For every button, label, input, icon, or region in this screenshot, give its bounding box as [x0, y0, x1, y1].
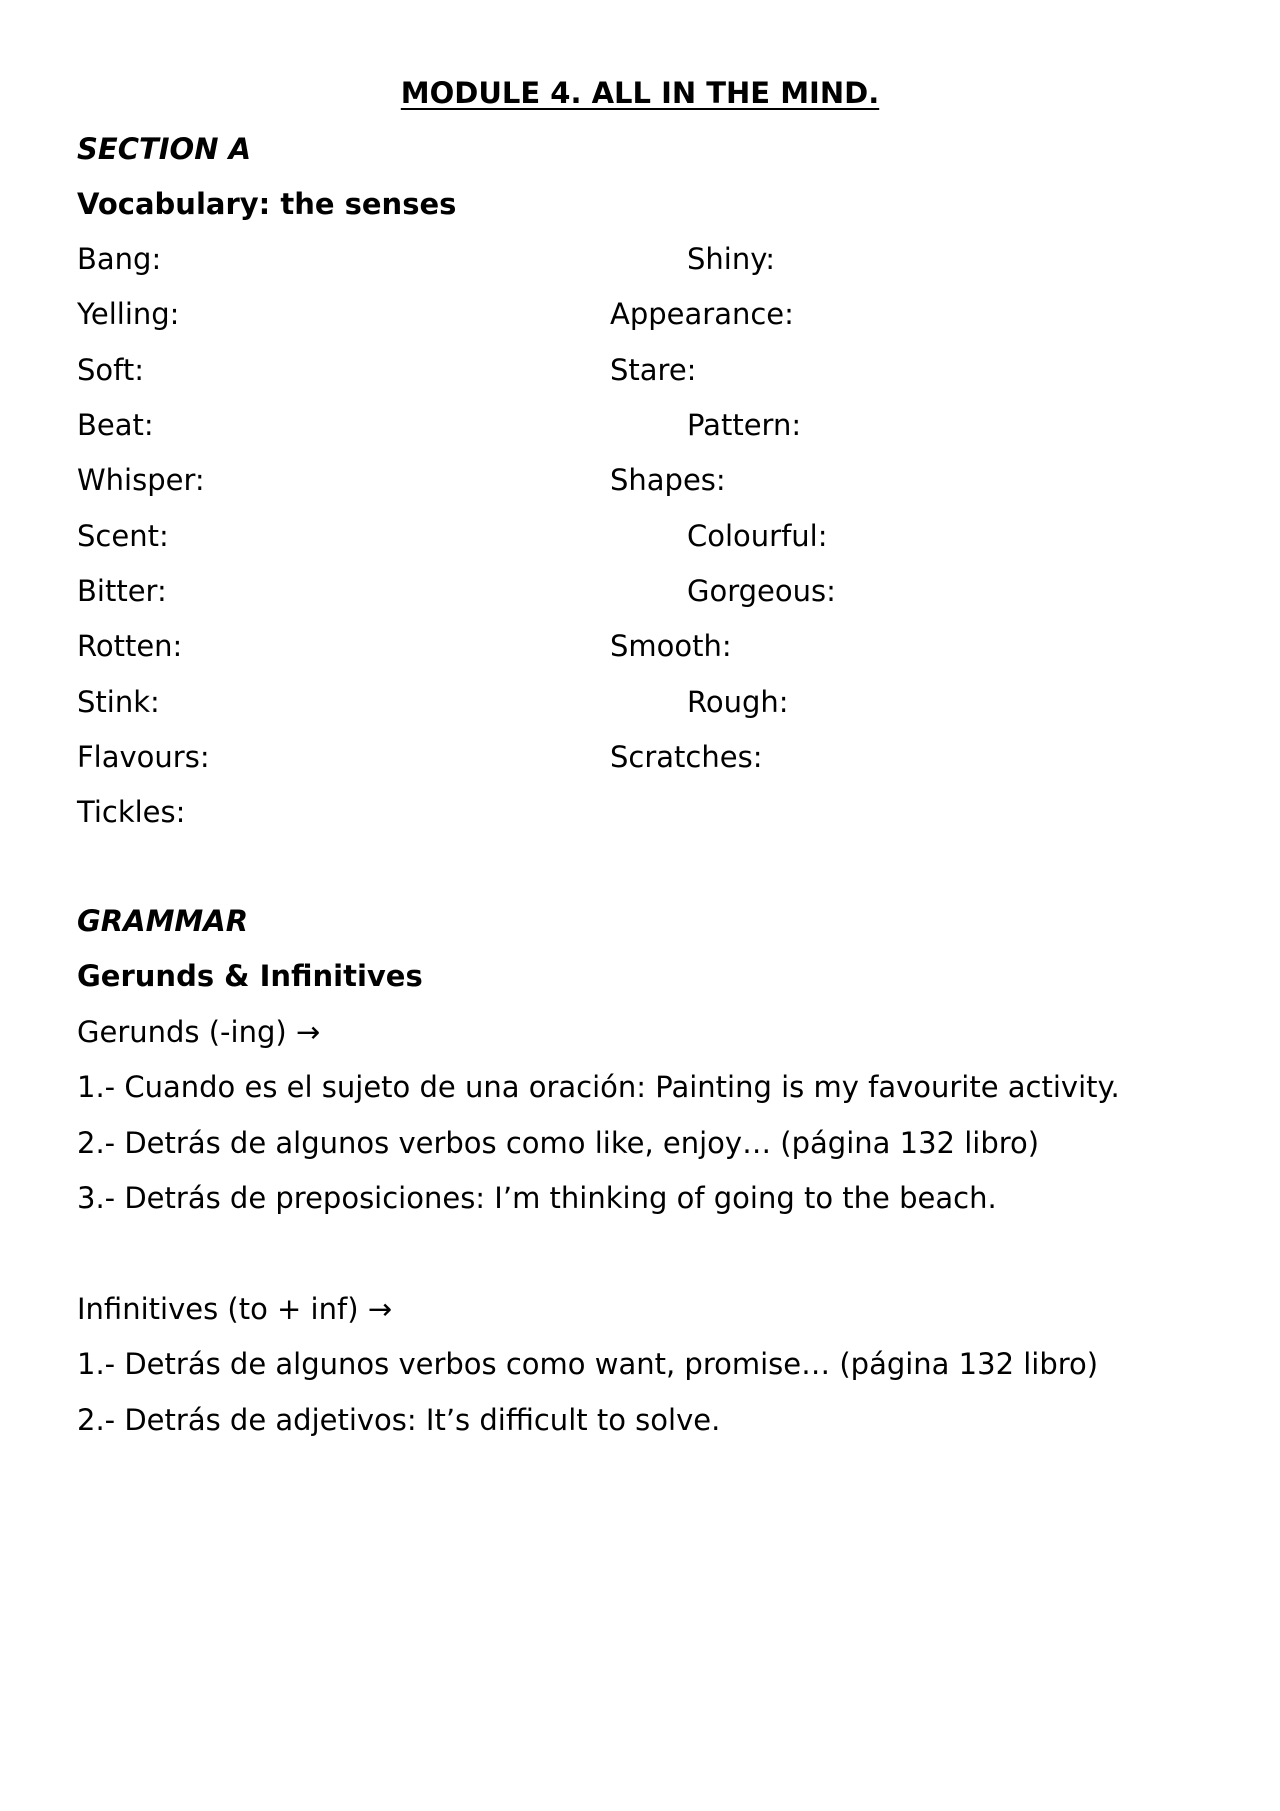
gerund-rule: 2.- Detrás de algunos verbos como like, enjoy… (página 132 libro): [77, 1126, 1040, 1160]
grammar-heading: GRAMMAR: [77, 904, 249, 938]
gerund-rule: 1.- Cuando es el sujeto de una oración: Painting is my favourite activity.: [77, 1070, 1120, 1104]
vocab-term-left: Flavours:: [77, 740, 210, 774]
vocab-term-left: Rotten:: [77, 629, 183, 663]
vocab-term-right: Scratches:: [610, 740, 763, 774]
grammar-subheading: Gerunds & Infinitives: [77, 959, 423, 993]
vocab-term-right: Stare:: [610, 353, 697, 387]
infinitives-intro: Infinitives (to + inf) →: [77, 1292, 393, 1326]
vocab-term-left: Yelling:: [77, 297, 180, 331]
vocab-term-left: Beat:: [77, 408, 154, 442]
vocab-term-right: Shapes:: [610, 463, 726, 497]
vocab-term-right: Colourful:: [687, 519, 828, 553]
vocab-term-right: Appearance:: [610, 297, 794, 331]
vocab-term-right: Shiny:: [687, 242, 776, 276]
page-title: MODULE 4. ALL IN THE MIND.: [400, 76, 880, 110]
vocab-term-right: Pattern:: [687, 408, 802, 442]
gerunds-intro: Gerunds (-ing) →: [77, 1015, 321, 1049]
section-label: SECTION A: [77, 132, 252, 166]
vocab-term-right: Gorgeous:: [687, 574, 836, 608]
vocab-term-left: Tickles:: [77, 795, 186, 829]
infinitive-rule: 1.- Detrás de algunos verbos como want, promise… (página 132 libro): [77, 1347, 1099, 1381]
vocab-term-left: Soft:: [77, 353, 144, 387]
vocab-term-left: Scent:: [77, 519, 169, 553]
vocab-term-right: Smooth:: [610, 629, 732, 663]
vocab-term-left: Bitter:: [77, 574, 167, 608]
vocab-term-left: Whisper:: [77, 463, 205, 497]
vocab-term-left: Bang:: [77, 242, 162, 276]
vocabulary-heading: Vocabulary: the senses: [77, 187, 457, 221]
vocab-term-left: Stink:: [77, 685, 160, 719]
gerund-rule: 3.- Detrás de preposiciones: I’m thinking of going to the beach.: [77, 1181, 997, 1215]
vocab-term-right: Rough:: [687, 685, 789, 719]
infinitive-rule: 2.- Detrás de adjetivos: It’s difficult to solve.: [77, 1403, 721, 1437]
